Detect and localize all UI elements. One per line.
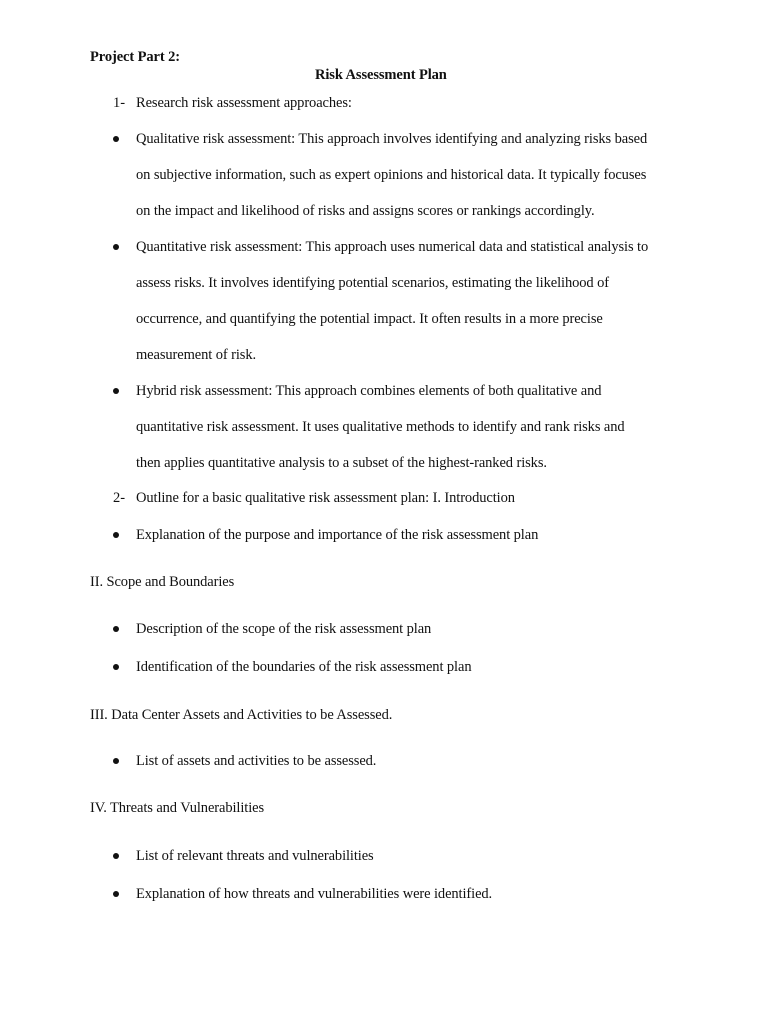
list-item-2-text: Outline for a basic qualitative risk assessment plan: I. Introduction xyxy=(136,490,515,506)
threats-bullet-2: Explanation of how threats and vulnerabilities were identified. xyxy=(136,886,493,902)
section-heading-assets: III. Data Center Assets and Activities to be Assessed. xyxy=(90,707,393,723)
project-label: Project Part 2: xyxy=(90,49,181,65)
bullet-dot xyxy=(113,136,119,142)
quantitative-line-1: Quantitative risk assessment: This approach uses numerical data and statistical analysis to xyxy=(136,239,649,255)
bullet-dot xyxy=(113,664,119,670)
section-heading-threats: IV. Threats and Vulnerabilities xyxy=(90,800,265,816)
bullet-dot xyxy=(113,244,119,250)
hybrid-line-3: then applies quantitative analysis to a subset of the highest-ranked risks. xyxy=(136,455,547,471)
document-title: Risk Assessment Plan xyxy=(315,67,447,83)
qualitative-line-1: Qualitative risk assessment: This approach involves identifying and analyzing risks based xyxy=(136,131,648,147)
quantitative-line-2: assess risks. It involves identifying potential scenarios, estimating the likelihood of xyxy=(136,275,609,291)
qualitative-line-3: on the impact and likelihood of risks and assigns scores or rankings accordingly. xyxy=(136,203,595,219)
bullet-dot xyxy=(113,388,119,394)
bullet-dot xyxy=(113,532,119,538)
qualitative-line-2: on subjective information, such as expert opinions and historical data. It typically focuses xyxy=(136,167,647,183)
threats-bullet-1: List of relevant threats and vulnerabilities xyxy=(136,848,374,864)
list-item-1-text: Research risk assessment approaches: xyxy=(136,95,352,111)
scope-bullet-2: Identification of the boundaries of the risk assessment plan xyxy=(136,659,472,675)
bullet-dot xyxy=(113,626,119,632)
assets-bullet-1: List of assets and activities to be assessed. xyxy=(136,753,377,769)
list-number-1: 1- xyxy=(113,95,126,111)
scope-bullet-1: Description of the scope of the risk assessment plan xyxy=(136,621,432,637)
bullet-dot xyxy=(113,853,119,859)
quantitative-line-4: measurement of risk. xyxy=(136,347,257,363)
list-number-2: 2- xyxy=(113,490,126,506)
hybrid-line-2: quantitative risk assessment. It uses qualitative methods to identify and rank risks and xyxy=(136,419,625,435)
bullet-dot xyxy=(113,758,119,764)
bullet-dot xyxy=(113,891,119,897)
hybrid-line-1: Hybrid risk assessment: This approach combines elements of both qualitative and xyxy=(136,383,602,399)
section-heading-scope: II. Scope and Boundaries xyxy=(90,574,235,590)
quantitative-line-3: occurrence, and quantifying the potential impact. It often results in a more precise xyxy=(136,311,603,327)
intro-bullet-text: Explanation of the purpose and importance of the risk assessment plan xyxy=(136,527,539,543)
